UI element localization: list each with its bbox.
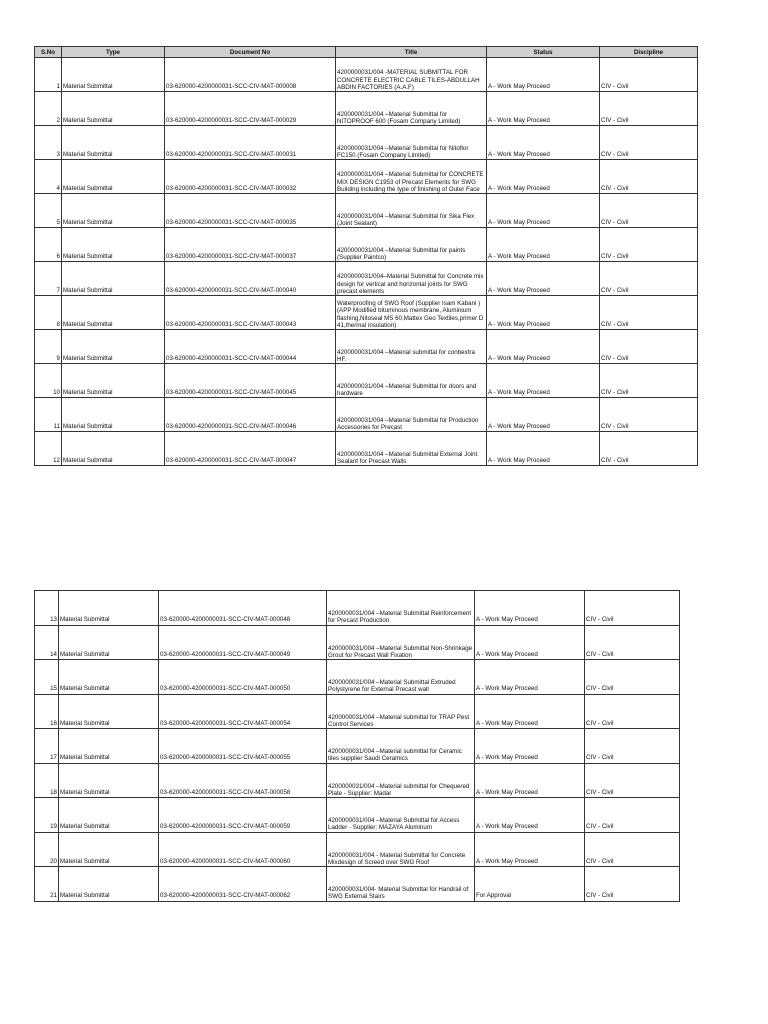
cell-type: Material Submittal (62, 432, 165, 466)
cell-status: A - Work May Proceed (487, 92, 600, 126)
cell-document-no: 03-620000-4200000031-SCC-CIV-MAT-000035 (165, 194, 336, 228)
cell-discipline: CIV - Civil (600, 126, 698, 160)
title-text: 4200000031/004 –Material Submittal for paints (Supplier Paintco) (337, 246, 466, 261)
table-row (35, 763, 680, 798)
cell-type: Material Submittal (62, 262, 165, 296)
cell-discipline: CIV - Civil (600, 330, 698, 364)
title-text: 4200000031/004–Material Submittal for Concrete mix design for vertical and horizontal joints for SWG precast elements (337, 273, 484, 295)
cell-sno: 15 (35, 660, 59, 695)
cell-status: A - Work May Proceed (475, 625, 585, 660)
cell-status: A - Work May Proceed (487, 330, 600, 364)
cell-sno: 10 (35, 364, 62, 398)
table-row (35, 58, 698, 92)
cell-status: A - Work May Proceed (487, 58, 600, 92)
cell-status: A - Work May Proceed (487, 296, 600, 330)
cell-discipline: CIV - Civil (600, 228, 698, 262)
table-row (35, 262, 698, 296)
header-discipline: Discipline (600, 47, 698, 58)
title-text: 4200000031/004 –Material Submittal for doors and hardware (337, 382, 477, 397)
cell-discipline: CIV - Civil (600, 160, 698, 194)
cell-type: Material Submittal (62, 228, 165, 262)
cell-sno: 12 (35, 432, 62, 466)
cell-title (336, 296, 487, 330)
cell-sno: 1 (35, 58, 62, 92)
table-body-page-2 (35, 591, 680, 902)
cell-title (336, 262, 487, 296)
table-row (35, 194, 698, 228)
cell-sno: 14 (35, 625, 59, 660)
cell-status: A - Work May Proceed (475, 660, 585, 695)
cell-document-no: 03-620000-4200000031-SCC-CIV-MAT-000050 (159, 660, 327, 695)
cell-type: Material Submittal (62, 364, 165, 398)
cell-status: A - Work May Proceed (475, 798, 585, 833)
cell-sno: 3 (35, 126, 62, 160)
cell-sno: 17 (35, 729, 59, 764)
table-row (35, 364, 698, 398)
table-row (35, 625, 680, 660)
cell-type: Material Submittal (62, 126, 165, 160)
cell-document-no: 03-620000-4200000031-SCC-CIV-MAT-000046 (165, 398, 336, 432)
table-row (35, 330, 698, 364)
cell-type: Material Submittal (59, 625, 159, 660)
cell-title (336, 160, 487, 194)
submittal-table-page-2 (34, 590, 680, 902)
cell-title (336, 228, 487, 262)
table-row (35, 296, 698, 330)
cell-sno: 11 (35, 398, 62, 432)
cell-status: A - Work May Proceed (475, 591, 585, 626)
cell-type: Material Submittal (62, 330, 165, 364)
cell-sno: 13 (35, 591, 59, 626)
cell-document-no: 03-620000-4200000031-SCC-CIV-MAT-000008 (165, 58, 336, 92)
cell-sno: 7 (35, 262, 62, 296)
title-text: 4200000031/004 –Material Submittal Reinforcement for Precast Production (328, 610, 472, 625)
cell-discipline: CIV - Civil (585, 763, 680, 798)
cell-status: A - Work May Proceed (487, 228, 600, 262)
cell-type: Material Submittal (62, 398, 165, 432)
cell-discipline: CIV - Civil (585, 867, 680, 902)
cell-title (327, 625, 475, 660)
cell-discipline: CIV - Civil (585, 729, 680, 764)
cell-sno: 20 (35, 832, 59, 867)
cell-type: Material Submittal (59, 763, 159, 798)
cell-sno: 8 (35, 296, 62, 330)
cell-sno: 18 (35, 763, 59, 798)
cell-discipline: CIV - Civil (600, 296, 698, 330)
header-sno: S.No (35, 47, 62, 58)
cell-title (327, 763, 475, 798)
cell-document-no: 03-620000-4200000031-SCC-CIV-MAT-000058 (159, 763, 327, 798)
cell-type: Material Submittal (62, 296, 165, 330)
cell-status: A - Work May Proceed (475, 832, 585, 867)
cell-status: A - Work May Proceed (475, 763, 585, 798)
title-text: 4200000031/004 –Material Submittal Extruded Polystyrene for External Precast wall (328, 679, 456, 694)
table-row (35, 694, 680, 729)
table-row (35, 798, 680, 833)
title-text: 4200000031/004 –Material Submittal External Joint Sealant for Precast Walls (337, 450, 478, 465)
cell-type: Material Submittal (59, 660, 159, 695)
cell-title (336, 126, 487, 160)
title-text: 4200000031/004 –Material submittal for Chequered Plate - Supplier: Madar (328, 782, 470, 797)
table-row (35, 92, 698, 126)
cell-discipline: CIV - Civil (600, 58, 698, 92)
table-row (35, 432, 698, 466)
cell-status: A - Work May Proceed (475, 694, 585, 729)
cell-type: Material Submittal (59, 832, 159, 867)
cell-sno: 21 (35, 867, 59, 902)
header-title: Title (336, 47, 487, 58)
title-text: 4200000031/004 –Material Submittal for Access Ladder - Supplier: MAZAYA Aluminum (328, 817, 460, 832)
cell-document-no: 03-620000-4200000031-SCC-CIV-MAT-000044 (165, 330, 336, 364)
cell-discipline: CIV - Civil (600, 92, 698, 126)
cell-title (336, 194, 487, 228)
cell-discipline: CIV - Civil (585, 694, 680, 729)
cell-status: A - Work May Proceed (487, 262, 600, 296)
cell-document-no: 03-620000-4200000031-SCC-CIV-MAT-000060 (159, 832, 327, 867)
cell-type: Material Submittal (59, 591, 159, 626)
cell-discipline: CIV - Civil (600, 432, 698, 466)
cell-title (336, 58, 487, 92)
table-row (35, 126, 698, 160)
title-text: 4200000031/004 –Material Submittal for Sika Flex (Joint Sealant) (337, 212, 475, 227)
table-row (35, 867, 680, 902)
cell-document-no: 03-620000-4200000031-SCC-CIV-MAT-000055 (159, 729, 327, 764)
header-document-no: Document No (165, 47, 336, 58)
table-row (35, 729, 680, 764)
cell-document-no: 03-620000-4200000031-SCC-CIV-MAT-000040 (165, 262, 336, 296)
cell-document-no: 03-620000-4200000031-SCC-CIV-MAT-000062 (159, 867, 327, 902)
title-text: 4200000031/004 –Material Submittal for NITOPROOF 600 (Fosam Company Limited) (337, 110, 461, 125)
cell-document-no: 03-620000-4200000031-SCC-CIV-MAT-000054 (159, 694, 327, 729)
cell-document-no: 03-620000-4200000031-SCC-CIV-MAT-000045 (165, 364, 336, 398)
cell-discipline: CIV - Civil (585, 832, 680, 867)
cell-status: A - Work May Proceed (487, 194, 600, 228)
cell-document-no: 03-620000-4200000031-SCC-CIV-MAT-000059 (159, 798, 327, 833)
cell-status: A - Work May Proceed (475, 729, 585, 764)
cell-title (327, 660, 475, 695)
cell-status: For Approval (475, 867, 585, 902)
cell-type: Material Submittal (62, 194, 165, 228)
title-text: 4200000031/004 –Material submittal for TRAP Pest Control Services (328, 713, 470, 728)
table-row (35, 591, 680, 626)
title-text: 4200000031/004 –Material submittal for conbextra HF. (337, 348, 475, 363)
cell-title (327, 694, 475, 729)
cell-title (336, 92, 487, 126)
cell-status: A - Work May Proceed (487, 364, 600, 398)
cell-type: Material Submittal (62, 160, 165, 194)
cell-sno: 16 (35, 694, 59, 729)
cell-sno: 19 (35, 798, 59, 833)
cell-type: Material Submittal (59, 694, 159, 729)
submittal-table-page-1 (34, 46, 698, 466)
header-row (35, 47, 698, 58)
table-row (35, 398, 698, 432)
cell-type: Material Submittal (62, 58, 165, 92)
table-row (35, 160, 698, 194)
cell-document-no: 03-620000-4200000031-SCC-CIV-MAT-000031 (165, 126, 336, 160)
cell-document-no: 03-620000-4200000031-SCC-CIV-MAT-000032 (165, 160, 336, 194)
cell-discipline: CIV - Civil (600, 398, 698, 432)
cell-type: Material Submittal (59, 729, 159, 764)
cell-document-no: 03-620000-4200000031-SCC-CIV-MAT-000043 (165, 296, 336, 330)
cell-title (327, 798, 475, 833)
cell-sno: 9 (35, 330, 62, 364)
cell-title (336, 432, 487, 466)
cell-status: A - Work May Proceed (487, 126, 600, 160)
cell-title (336, 330, 487, 364)
title-text: 4200000031/004 -MATERIAL SUBMITTAL FOR CONCRETE ELECTRIC CABLE TILES-ABDULLAH ABDIN FACTORIES (A.A.F) (337, 69, 480, 91)
header-type: Type (62, 47, 165, 58)
header-status: Status (487, 47, 600, 58)
cell-discipline: CIV - Civil (585, 798, 680, 833)
cell-document-no: 03-620000-4200000031-SCC-CIV-MAT-000049 (159, 625, 327, 660)
title-text: 4200000031/004 –Material Submittal for Production Accessories for Precast (337, 416, 479, 431)
title-text: 4200000031/004 –Material submittal for Ceramic tiles supplier Saudi Ceramics (328, 748, 462, 763)
cell-document-no: 03-620000-4200000031-SCC-CIV-MAT-000048 (159, 591, 327, 626)
cell-type: Material Submittal (62, 92, 165, 126)
cell-status: A - Work May Proceed (487, 432, 600, 466)
cell-discipline: CIV - Civil (600, 364, 698, 398)
cell-title (327, 729, 475, 764)
cell-sno: 5 (35, 194, 62, 228)
cell-discipline: CIV - Civil (585, 660, 680, 695)
cell-discipline: CIV - Civil (600, 194, 698, 228)
title-text: 4200000031/004 –Material Submittal for Nitoflor FC150 (Fosam Company Limited) (337, 144, 469, 159)
title-text: 4200000031/004 –Material Submittal for CONCRETE MIX DESIGN C1953 of Precast Elements for SWG Building including the type of finishing of Outer Face (337, 171, 484, 193)
cell-status: A - Work May Proceed (487, 160, 600, 194)
table-row (35, 832, 680, 867)
cell-document-no: 03-620000-4200000031-SCC-CIV-MAT-000047 (165, 432, 336, 466)
title-text: Waterproofing of SWG Roof (Supplier Isam Kabani ) (APP Modified bituminous membrane, Aluminium flashing,Nitoseal MS 60,Mattex Geo Textiles,primer D 41,thermal insulation) (337, 300, 484, 329)
cell-title (327, 591, 475, 626)
cell-title (336, 398, 487, 432)
cell-status: A - Work May Proceed (487, 398, 600, 432)
cell-document-no: 03-620000-4200000031-SCC-CIV-MAT-000029 (165, 92, 336, 126)
cell-sno: 2 (35, 92, 62, 126)
cell-discipline: CIV - Civil (585, 591, 680, 626)
title-text: 4200000031/004 - Material Submittal for Concrete Mixdesign of Screed over SWG Roof (328, 851, 466, 866)
cell-type: Material Submittal (59, 867, 159, 902)
cell-sno: 4 (35, 160, 62, 194)
cell-title (327, 867, 475, 902)
cell-type: Material Submittal (59, 798, 159, 833)
table-body-page-1 (35, 58, 698, 466)
cell-title (327, 832, 475, 867)
cell-discipline: CIV - Civil (585, 625, 680, 660)
cell-sno: 6 (35, 228, 62, 262)
table-row (35, 228, 698, 262)
cell-discipline: CIV - Civil (600, 262, 698, 296)
cell-document-no: 03-620000-4200000031-SCC-CIV-MAT-000037 (165, 228, 336, 262)
cell-title (336, 364, 487, 398)
table-row (35, 660, 680, 695)
title-text: 4200000031/004 –Material Submittal Non-Shrinkage Grout for Precast Wall Fixation (328, 644, 473, 659)
title-text: 4200000031/004- Material Submittal for Handrail of SWG External Stairs (328, 886, 469, 901)
